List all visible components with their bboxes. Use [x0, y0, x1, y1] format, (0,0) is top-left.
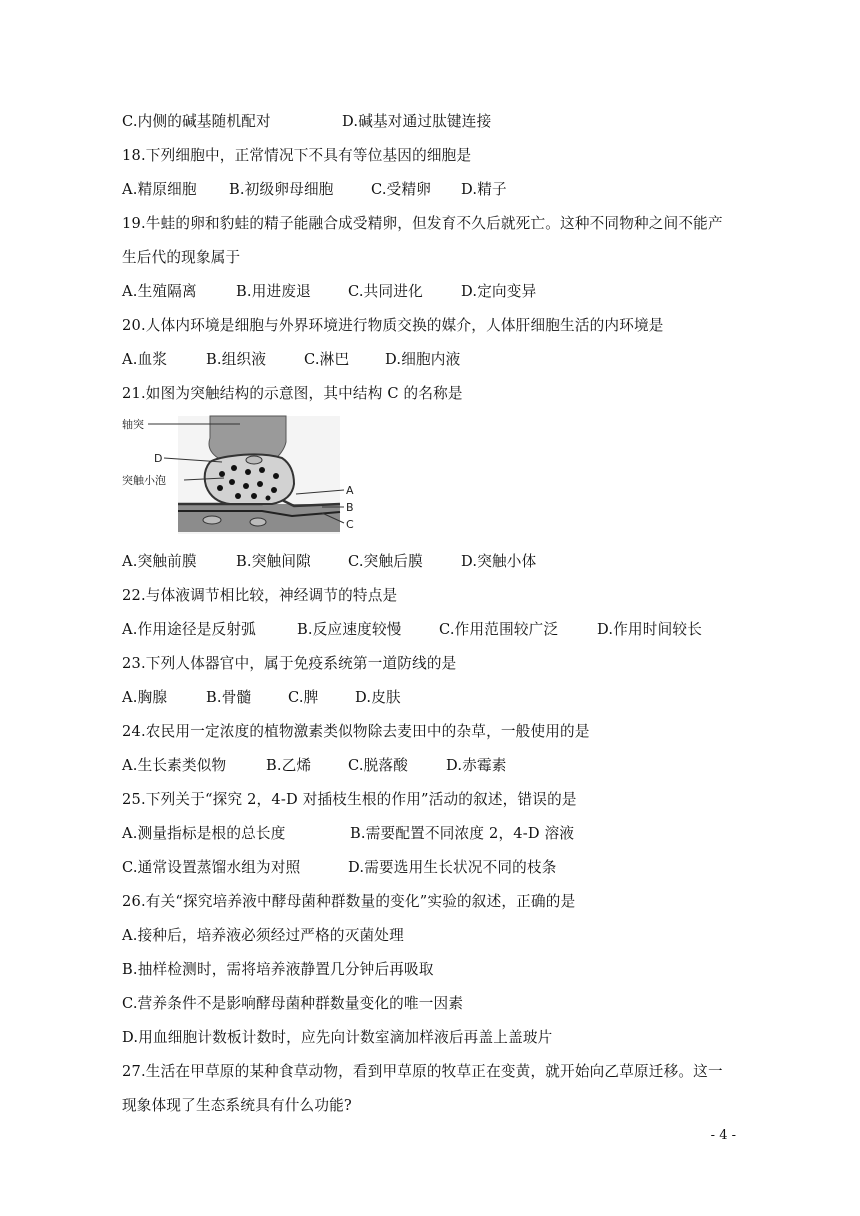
q18-option-d: D.精子 [461, 181, 507, 198]
label-axon: 轴突 [122, 418, 144, 431]
q24-stem: 24.农民用一定浓度的植物激素类似物除去麦田中的杂草，一般使用的是 [122, 723, 590, 740]
label-b: B [346, 501, 354, 514]
q21-option-d: D.突触小体 [461, 553, 537, 570]
q20-stem: 20.人体内环境是细胞与外界环境进行物质交换的媒介，人体肝细胞生活的内环境是 [122, 317, 664, 334]
q24-option-a: A.生长素类似物 [122, 757, 227, 774]
q23-option-b: B.骨髓 [206, 689, 252, 706]
q23-stem: 23.下列人体器官中，属于免疫系统第一道防线的是 [122, 655, 457, 672]
label-vesicle: 突触小泡 [122, 474, 166, 487]
q25-stem: 25.下列关于“探究 2，4-D 对插枝生根的作用”活动的叙述，错误的是 [122, 791, 577, 808]
q25-option-a: A.测量指标是根的总长度 [122, 825, 286, 842]
q26-stem: 26.有关“探究培养液中酵母菌种群数量的变化”实验的叙述，正确的是 [122, 893, 576, 910]
q20-option-d: D.细胞内液 [385, 351, 461, 368]
q19-stem-line1: 19.牛蛙的卵和豹蛙的精子能融合成受精卵，但发育不久后就死亡。这种不同物种之间不能产 [122, 215, 723, 232]
q22-option-c: C.作用范围较广泛 [439, 621, 559, 638]
q18-option-a: A.精原细胞 [122, 181, 197, 198]
q26-option-c: C.营养条件不是影响酵母菌种群数量变化的唯一因素 [122, 995, 464, 1012]
q19-option-a: A.生殖隔离 [122, 283, 197, 300]
mitochondrion-1 [246, 456, 262, 464]
q27-stem-line1: 27.生活在甲草原的某种食草动物，看到甲草原的牧草正在变黄，就开始向乙草原迁移。这一 [122, 1063, 723, 1080]
mitochondrion-3 [250, 518, 266, 526]
q22-option-a: A.作用途径是反射弧 [122, 621, 256, 638]
q17-option-d: D.碱基对通过肽键连接 [342, 113, 492, 130]
q22-option-b: B.反应速度较慢 [297, 621, 402, 638]
q19-option-b: B.用进废退 [236, 283, 311, 300]
q26-option-a: A.接种后，培养液必须经过严格的灭菌处理 [122, 927, 404, 944]
q18-option-b: B.初级卵母细胞 [229, 181, 334, 198]
q17-option-c: C.内侧的碱基随机配对 [122, 113, 271, 130]
label-a: A [346, 484, 354, 497]
q19-option-d: D.定向变异 [461, 283, 537, 300]
q20-option-b: B.组织液 [206, 351, 267, 368]
q23-option-c: C.脾 [288, 689, 319, 706]
q21-option-a: A.突触前膜 [122, 553, 197, 570]
q20-option-a: A.血浆 [122, 351, 168, 368]
q22-option-d: D.作用时间较长 [597, 621, 702, 638]
q19-option-c: C.共同进化 [348, 283, 423, 300]
q24-option-b: B.乙烯 [266, 757, 312, 774]
mitochondrion-2 [203, 516, 221, 524]
q25-option-c: C.通常设置蒸馏水组为对照 [122, 859, 301, 876]
q21-stem: 21.如图为突触结构的示意图，其中结构 C 的名称是 [122, 385, 463, 402]
q27-stem-line2: 现象体现了生态系统具有什么功能? [122, 1097, 352, 1114]
label-c: C [346, 518, 354, 531]
q24-option-c: C.脱落酸 [348, 757, 409, 774]
synapse-diagram [122, 412, 362, 536]
q21-option-c: C.突触后膜 [348, 553, 423, 570]
q18-stem: 18.下列细胞中，正常情况下不具有等位基因的细胞是 [122, 147, 472, 164]
q23-option-d: D.皮肤 [355, 689, 401, 706]
q23-option-a: A.胸腺 [122, 689, 168, 706]
q25-option-b: B.需要配置不同浓度 2，4-D 溶液 [350, 825, 575, 842]
q19-stem-line2: 生后代的现象属于 [122, 249, 241, 266]
q21-option-b: B.突触间隙 [236, 553, 311, 570]
q25-option-d: D.需要选用生长状况不同的枝条 [348, 859, 557, 876]
q26-option-d: D.用血细胞计数板计数时，应先向计数室滴加样液后再盖上盖玻片 [122, 1029, 553, 1046]
q26-option-b: B.抽样检测时，需将培养液静置几分钟后再吸取 [122, 961, 434, 978]
label-d: D [154, 452, 163, 465]
q24-option-d: D.赤霉素 [446, 757, 507, 774]
q20-option-c: C.淋巴 [304, 351, 350, 368]
q22-stem: 22.与体液调节相比较，神经调节的特点是 [122, 587, 398, 604]
page-number: - 4 - [710, 1128, 736, 1143]
q18-option-c: C.受精卵 [371, 181, 432, 198]
